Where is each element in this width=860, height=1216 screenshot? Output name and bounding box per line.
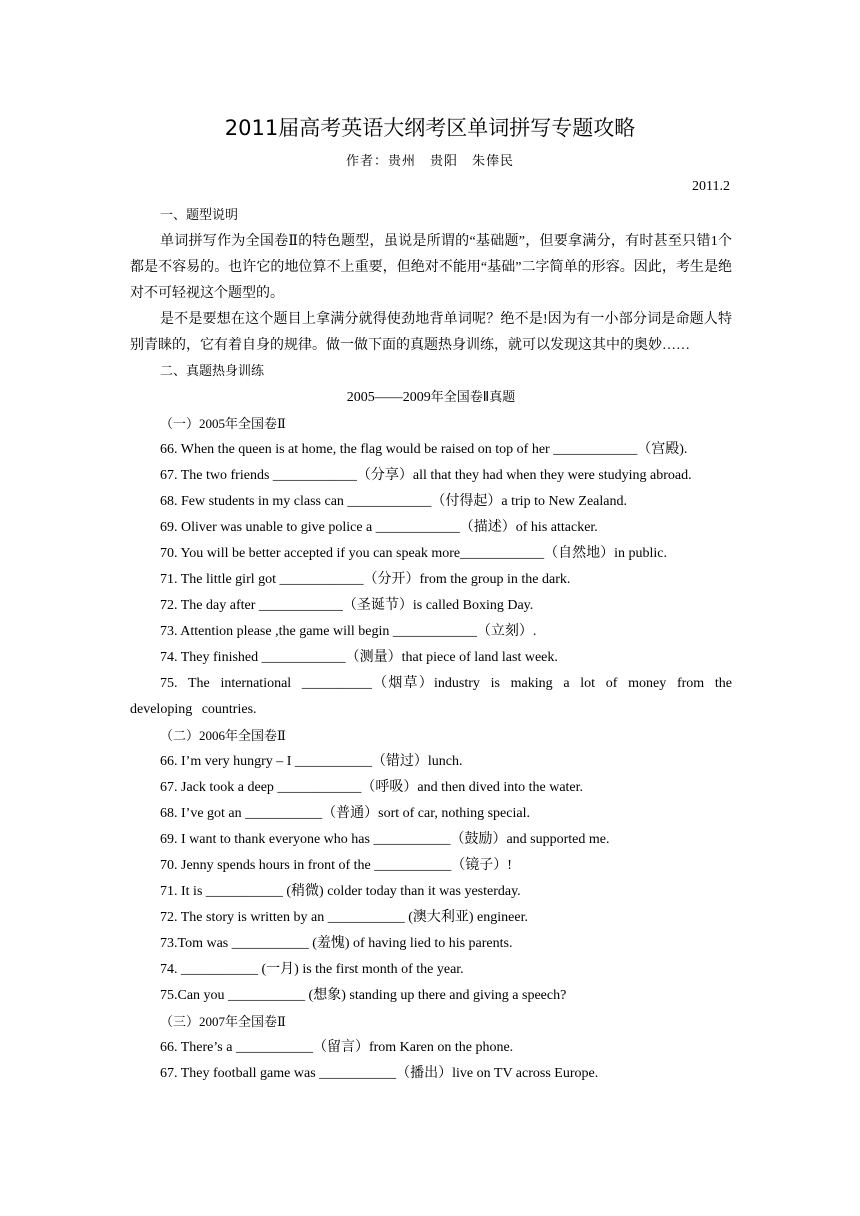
question-item: 66. When the queen is at home, the flag would be raised on top of her ____________（宫殿). [160,442,688,457]
question-item: 67. Jack took a deep ____________（呼吸）and then dived into the water. [160,780,584,795]
question-item: 66. There’s a ___________（留言）from Karen on the phone. [160,1040,514,1055]
question-item: 75.Can you ___________ (想象) standing up there and giving a speech? [160,988,567,1003]
question-item: 66. I’m very hungry – I ___________（错过）lunch. [160,754,463,769]
intro-paragraph-2: 是不是要想在这个题目上拿满分就得使劲地背单词呢？绝不是!因为有一小部分词是命题人特别青睐的，它有着自身的规律。做一做下面的真题热身训练，就可以发现这其中的奥妙…… [130,312,732,353]
question-item: 69. Oliver was unable to give police a ____________（描述）of his attacker. [160,520,598,535]
question-item: 67. They football game was ___________（播出）live on TV across Europe. [160,1066,599,1081]
question-item: 70. You will be better accepted if you can speak more____________（自然地）in public. [160,546,668,561]
document-title: 2011届高考英语大纲考区单词拼写专题攻略 [224,116,636,140]
question-item: 68. Few students in my class can ____________（付得起）a trip to New Zealand. [160,494,627,509]
year-heading-2005: （一）2005年全国卷Ⅱ [160,416,286,431]
section-heading-2: 二、真题热身训练 [160,364,265,379]
document-body [130,203,732,1087]
question-item: 73.Tom was ___________ (羞愧) of having lied to his parents. [160,936,513,951]
question-item: 73. Attention please ,the game will begin ____________（立刻）. [160,624,537,639]
author-line: 作者：贵州 贵阳 朱俸民 [345,153,514,168]
year-heading-2006: （二）2006年全国卷Ⅱ [160,728,286,743]
exam-name: 年全国卷Ⅱ真题 [430,390,516,405]
question-item: 69. I want to thank everyone who has ___________（鼓励）and supported me. [160,832,610,847]
exam-years: 2005——2009 [346,390,431,405]
exam-subtitle [130,385,732,411]
year-heading-2007: （三）2007年全国卷Ⅱ [160,1014,286,1029]
question-item: 75. The international __________（烟草）industry is making a lot of money from the developing countries. [130,676,732,717]
question-item: 71. It is ___________ (稍微) colder today than it was yesterday. [160,884,521,899]
question-item: 74. ___________ (一月) is the first month of the year. [160,962,464,977]
section-heading-1: 一、题型说明 [160,208,239,223]
question-item: 68. I’ve got an ___________（普通）sort of car, nothing special. [160,806,530,821]
question-item: 72. The day after ____________（圣诞节）is called Boxing Day. [160,598,534,613]
document-date: 2011.2 [692,179,730,194]
question-item: 74. They finished ____________（测量）that piece of land last week. [160,650,558,665]
question-item: 67. The two friends ____________（分享）all that they had when they were studying abroad. [160,468,692,483]
question-item: 72. The story is written by an ___________ (澳大利亚) engineer. [160,910,528,925]
question-item: 71. The little girl got ____________（分开）from the group in the dark. [160,572,571,587]
question-item: 70. Jenny spends hours in front of the ___________（镜子）! [160,858,512,873]
intro-paragraph-1: 单词拼写作为全国卷Ⅱ的特色题型，虽说是所谓的“基础题”，但要拿满分，有时甚至只错1个都是不容易的。也许它的地位算不上重要，但绝对不能用“基础”二字简单的形容。因此，考生是绝对不可轻视这个题型的。 [130,234,732,301]
